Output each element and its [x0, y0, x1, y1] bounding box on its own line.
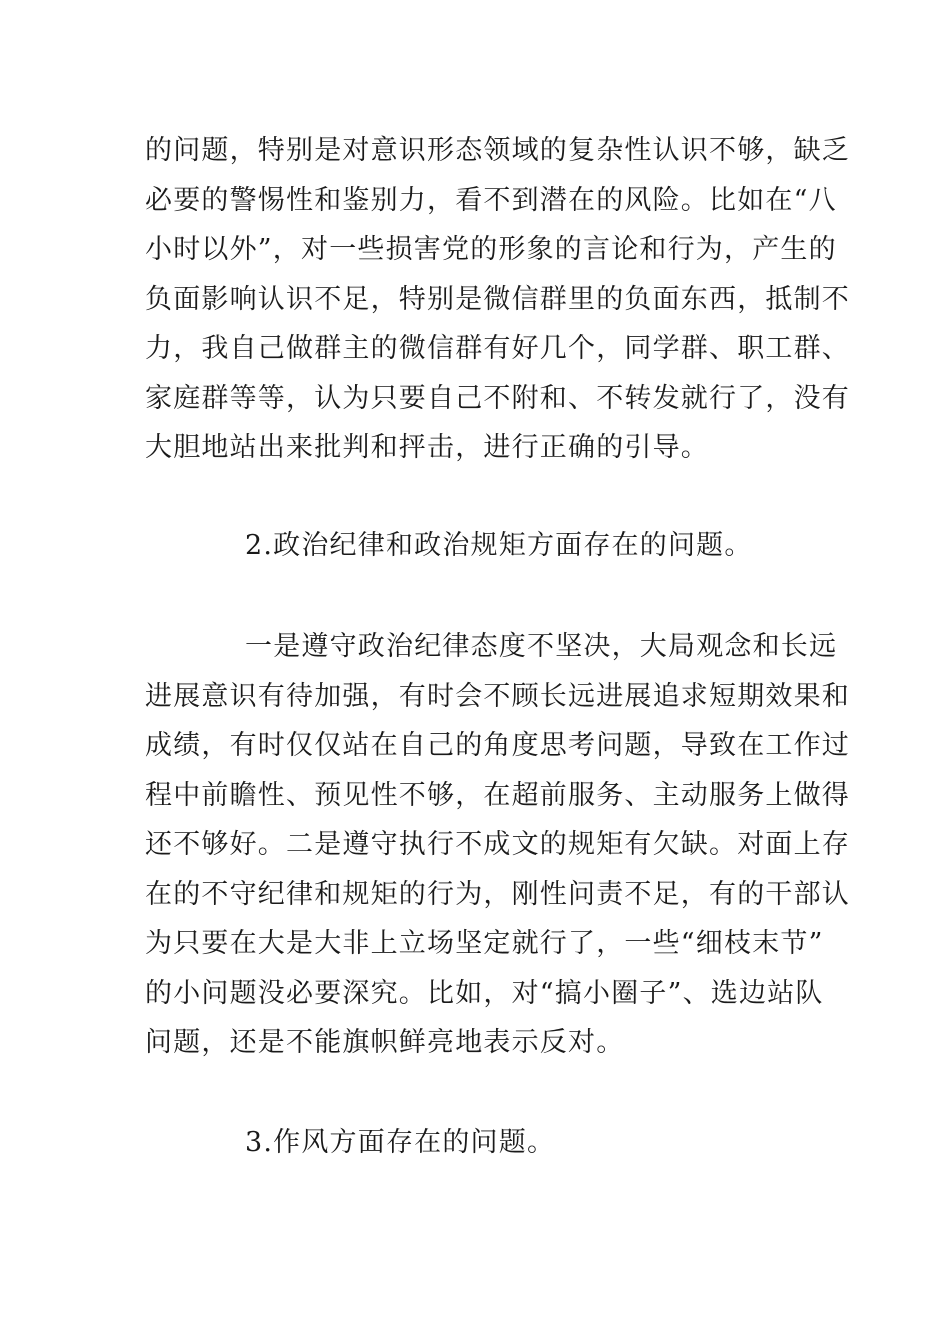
paragraph-1-line: 的问题，特别是对意识形态领域的复杂性认识不够，缺乏 [145, 135, 850, 166]
paragraph-1-line: 必要的警惕性和鉴别力，看不到潜在的风险。比如在“八 [145, 184, 837, 216]
section-heading-2: 2.政治纪律和政治规矩方面存在的问题。 [245, 530, 753, 561]
paragraph-1-line: 负面影响认识不足，特别是微信群里的负面东西，抵制不 [145, 283, 850, 315]
paragraph-1-line: 家庭群等等，认为只要自己不附和、不转发就行了，没有 [145, 382, 850, 414]
paragraph-2-line: 的小问题没必要深究。比如，对“搞小圈子”、选边站队 [145, 977, 824, 1009]
paragraph-2-line: 还不够好。二是遵守执行不成文的规矩有欠缺。对面上存 [145, 829, 850, 860]
paragraph-2-line: 在的不守纪律和规矩的行为，刚性问责不足，有的干部认 [145, 878, 850, 910]
paragraph-2-line: 程中前瞻性、预见性不够，在超前服务、主动服务上做得 [145, 779, 850, 811]
paragraph-1-line: 大胆地站出来批判和抨击，进行正确的引导。 [145, 432, 709, 463]
paragraph-2 [145, 622, 850, 1068]
paragraph-2-line: 进展意识有待加强，有时会不顾长远进展追求短期效果和 [145, 680, 850, 712]
paragraph-2-line: 为只要在大是大非上立场坚定就行了，一些“细枝末节” [145, 928, 824, 959]
paragraph-1-line: 小时以外”，对一些损害党的形象的言论和行为，产生的 [145, 234, 837, 265]
paragraph-1-line: 力，我自己做群主的微信群有好几个，同学群、职工群、 [145, 333, 850, 364]
section-heading-3: 3.作风方面存在的问题。 [245, 1127, 556, 1158]
paragraph-2-line: 成绩，有时仅仅站在自己的角度思考问题，导致在工作过 [145, 730, 850, 761]
paragraph-1 [145, 126, 850, 473]
paragraph-2-line: 一是遵守政治纪律态度不坚决，大局观念和长远 [245, 631, 838, 662]
paragraph-2-line: 问题，还是不能旗帜鲜亮地表示反对。 [145, 1027, 625, 1058]
